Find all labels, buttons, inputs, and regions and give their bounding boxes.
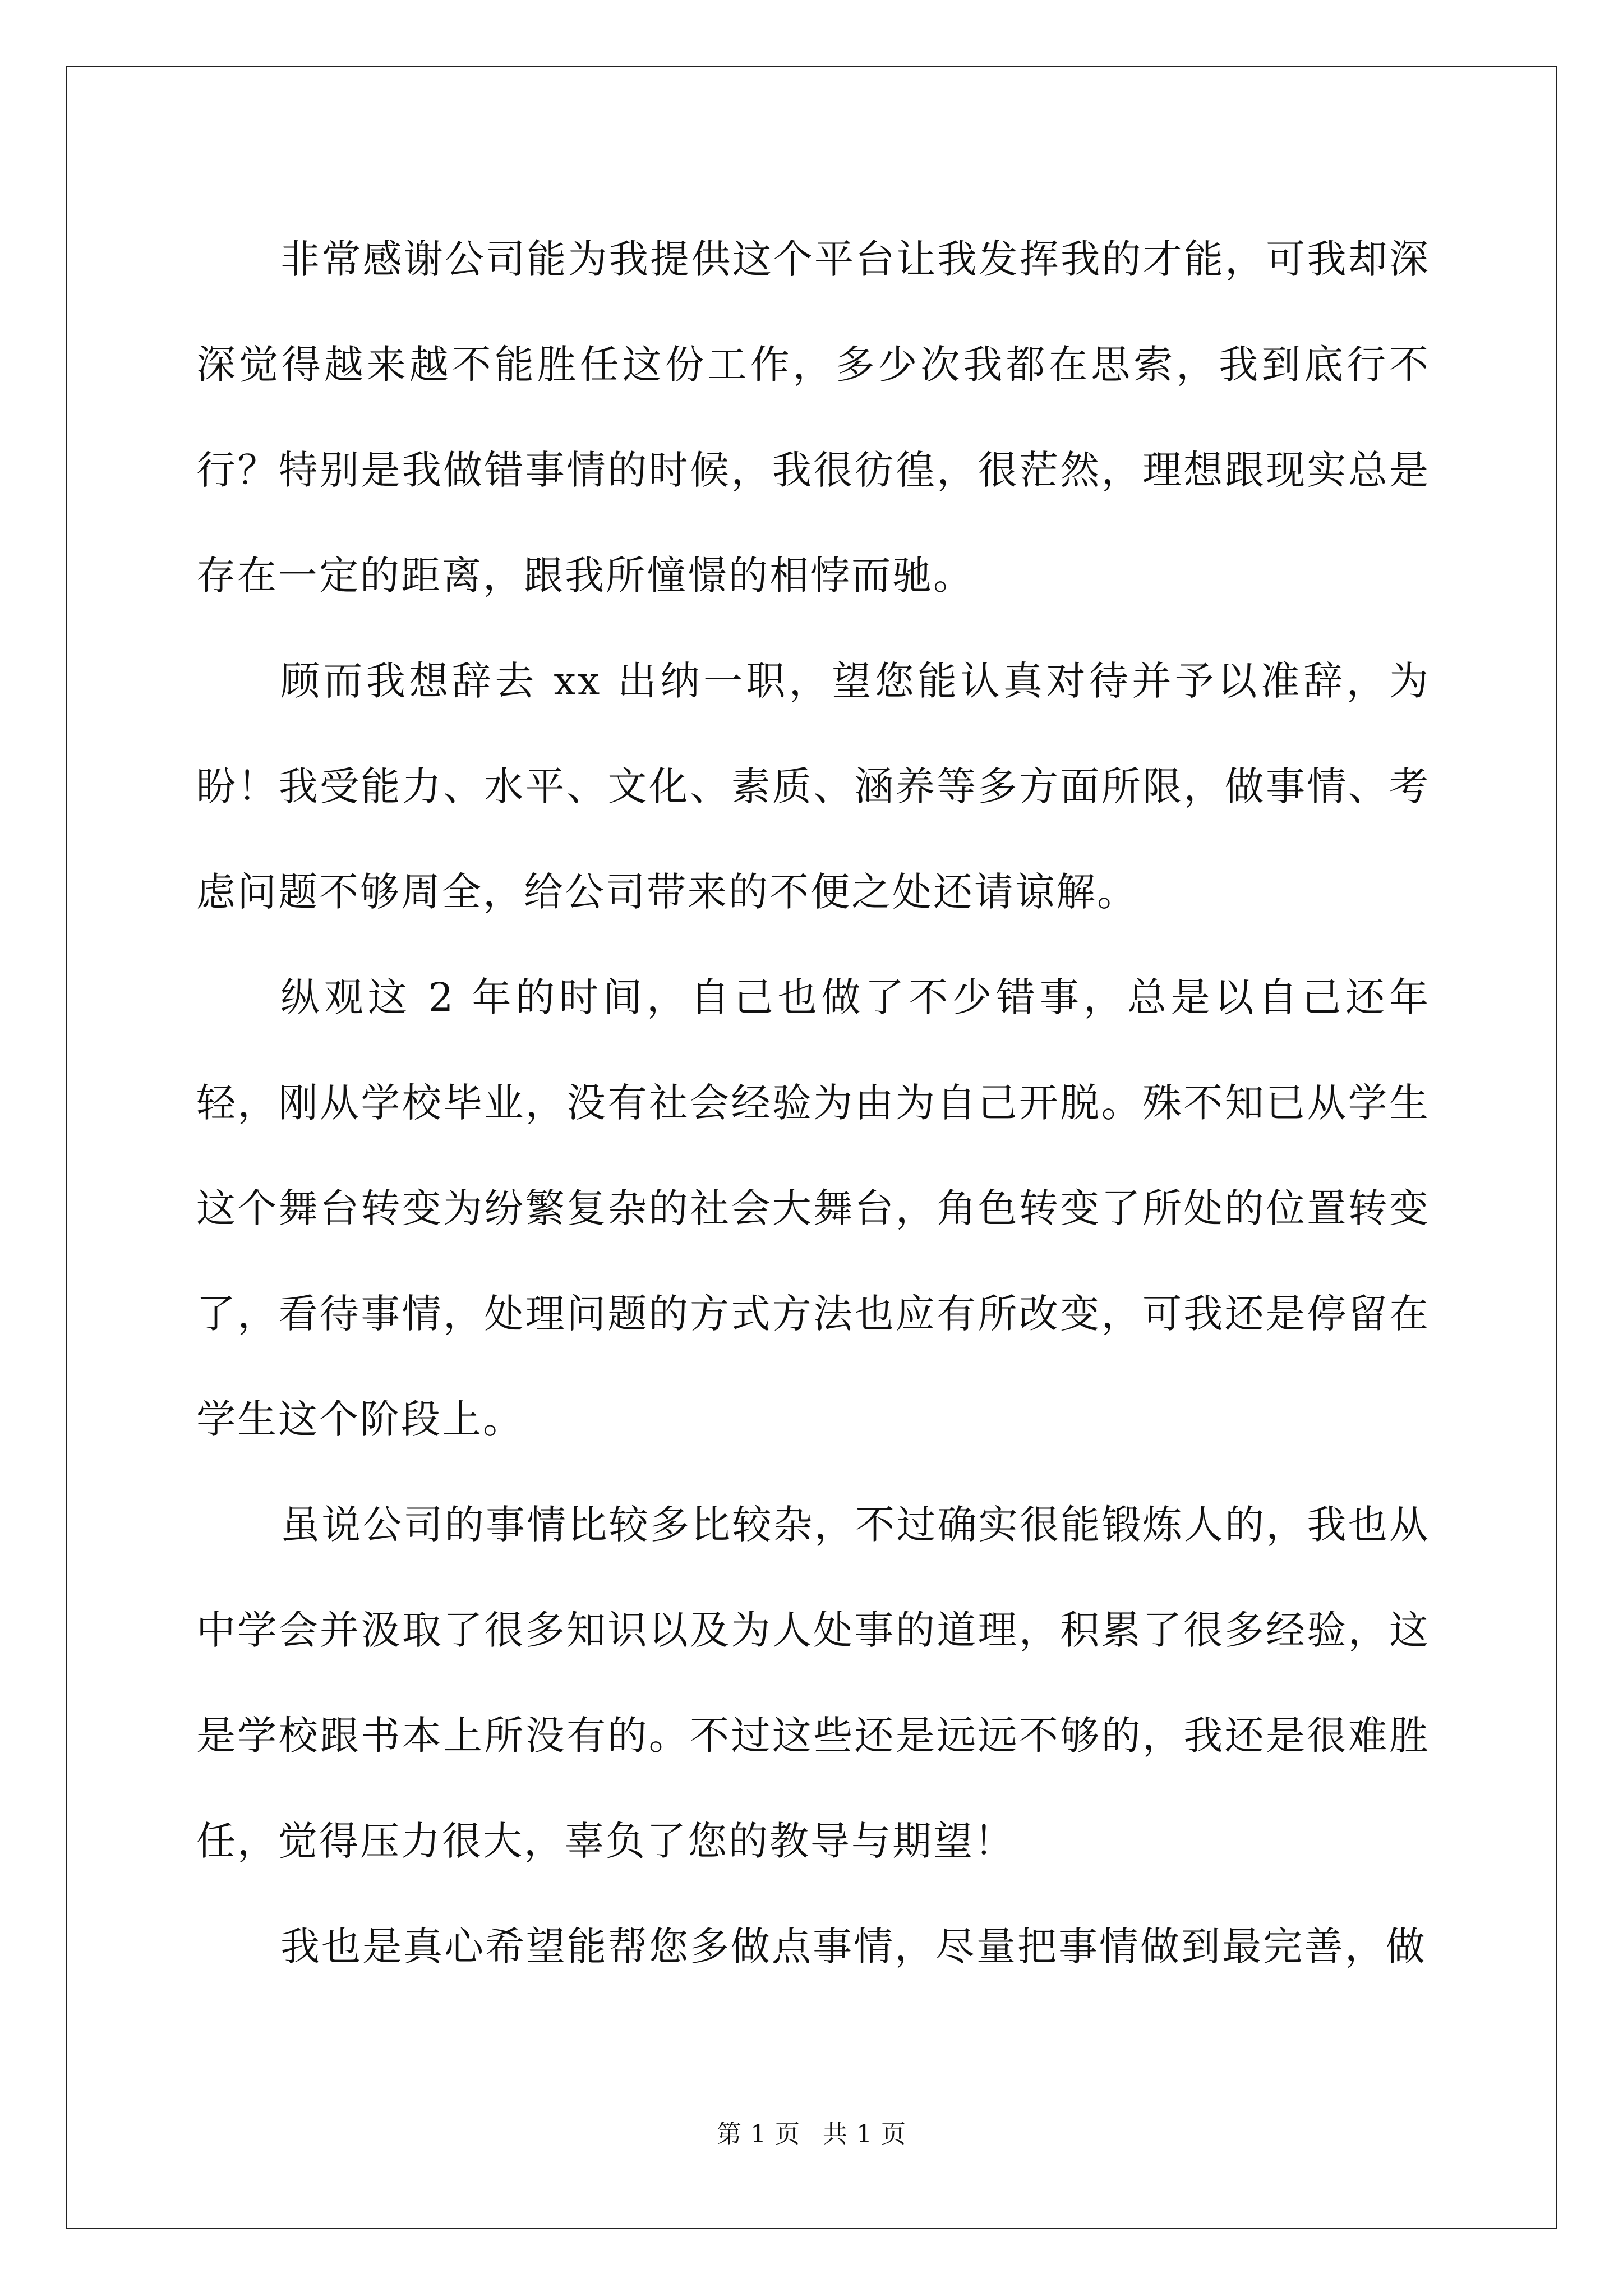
document-body	[196, 206, 1430, 1999]
paragraph-3: 纵观这 2 年的时间，自己也做了不少错事，总是以自己还年轻，刚从学校毕业，没有社会经验为由为自己开脱。殊不知已从学生这个舞台转变为纷繁复杂的社会大舞台，角色转变了所处的位置转变了，看待事情，处理问题的方式方法也应有所改变，可我还是停留在学生这个阶段上。	[196, 974, 1431, 1442]
page-total: 共 1 页	[823, 2120, 906, 2148]
page-footer	[0, 2118, 1623, 2151]
paragraph-4: 虽说公司的事情比较多比较杂，不过确实很能锻炼人的，我也从中学会并汲取了很多知识以及为人处事的道理，积累了很多经验，这是学校跟书本上所没有的。不过这些还是远远不够的，我还是很难胜任，觉得压力很大，辜负了您的教导与期望！	[196, 1502, 1430, 1864]
paragraph-2: 顾而我想辞去 xx 出纳一职，望您能认真对待并予以准辞，为盼！我受能力、水平、文化、素质、涵养等多方面所限，做事情、考虑问题不够周全，给公司带来的不便之处还请谅解。	[196, 658, 1431, 915]
page-number: 第 1 页	[717, 2120, 800, 2148]
paragraph-1: 非常感谢公司能为我提供这个平台让我发挥我的才能，可我却深深觉得越来越不能胜任这份工作，多少次我都在思索，我到底行不行？特别是我做错事情的时候，我很彷徨，很茫然，理想跟现实总是存在一定的距离，跟我所憧憬的相悖而驰。	[196, 236, 1431, 599]
paragraph-5: 我也是真心希望能帮您多做点事情，尽量把事情做到最完善，做	[280, 1924, 1427, 1970]
